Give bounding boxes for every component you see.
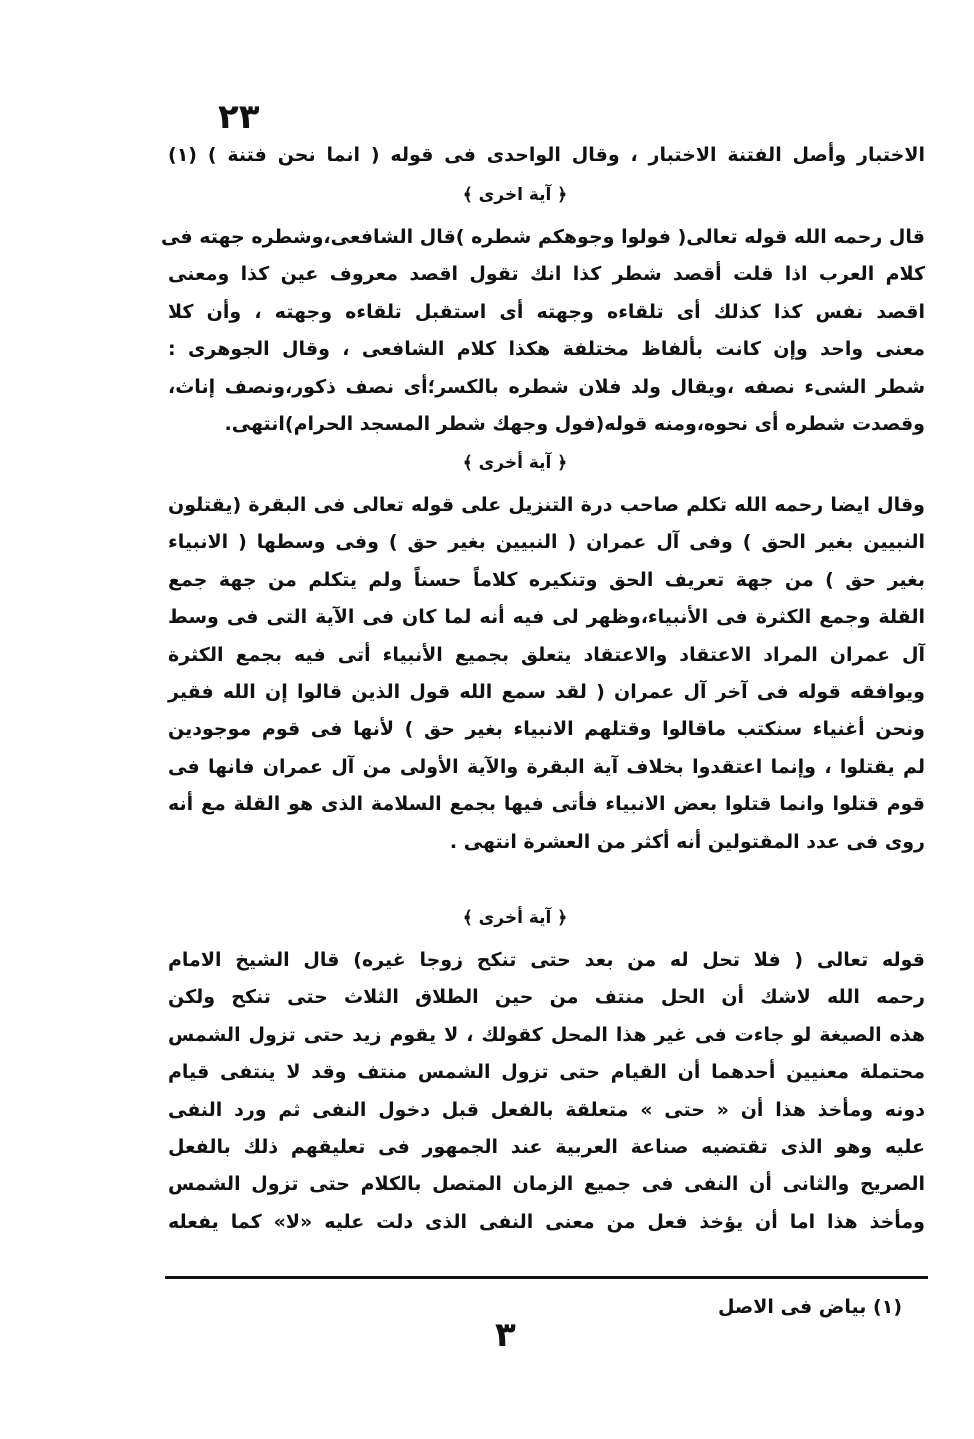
text-line: النبيين بغير الحق ) وفى آل عمران ( النبيين بغير حق ) وفى وسطها ( الانبياء <box>168 531 925 553</box>
text-line: وقال ايضا رحمه الله تكلم صاحب درة التنزيل على قوله تعالى فى البقرة (يقتلون <box>168 494 925 516</box>
text-line: محتملة معنيين أحدهما أن القيام حتى تزول الشمس منتف وقد لا ينتفى قيام <box>168 1061 925 1083</box>
text-line: كلام العرب اذا قلت أقصد شطر كذا انك تقول اقصد معروف عين كذا ومعنى <box>168 263 925 285</box>
text-line: الصريح والثانى أن النفى فى جميع الزمان المتصل بالكلام حتى تزول الشمس <box>168 1173 925 1195</box>
section-heading: ﴿ آية أخرى ﴾ <box>462 908 568 928</box>
section-heading: ﴿ آية أخرى ﴾ <box>462 453 568 473</box>
section-heading: ﴿ آية اخرى ﴾ <box>462 185 568 205</box>
page-number-bottom: ٣ <box>495 1315 516 1355</box>
text-line: هذه الصيغة لو جاءت فى غير هذا المحل كقولك ، لا يقوم زيد حتى تزول الشمس <box>168 1024 925 1046</box>
text-line: دونه ومأخذ هذا أن « حتى » متعلقة بالفعل قبل دخول النفى ثم ورد النفى <box>168 1099 925 1121</box>
text-line: لم يقتلوا ، وإنما اعتقدوا بخلاف آية البقرة والآية الأولى من آل عمران فانها فى <box>168 756 925 778</box>
text-line: ويوافقه قوله فى آخر آل عمران ( لقد سمع الله قول الذين قالوا إن الله فقير <box>168 681 925 703</box>
first-line: الاختبار وأصل الفتنة الاختبار ، وقال الواحدى فى قوله ( انما نحن فتنة ) (١) <box>168 144 925 166</box>
text-line: معنى واحد وإن كانت بألفاظ مختلفة هكذا كلام الشافعى ، وقال الجوهرى : <box>168 338 925 360</box>
text-line: آل عمران المراد الاعتقاد والاعتقاد يتعلق بجميع الأنبياء أتى فيه بجمع الكثرة <box>168 644 925 666</box>
text-line: القلة وجمع الكثرة فى الأنبياء،وظهر لى فيه أنه لما كان فى الآية التى فى وسط <box>168 606 925 628</box>
text-line: ونحن أغنياء سنكتب ماقالوا وقتلهم الانبياء بغير حق ) لأنها فى قوم موجودين <box>168 718 925 740</box>
footnote-rule <box>165 1276 928 1279</box>
text-line: قوم قتلوا وانما قتلوا بعض الانبياء فأتى فيها بجمع السلامة الذى هو القلة مع أنه <box>168 793 925 815</box>
text-line: روى فى عدد المقتولين أنه أكثر من العشرة انتهى . <box>449 831 925 853</box>
text-line: بغير حق ) من جهة تعريف الحق وتنكيره كلاماً حسناً ولم يتكلم من جهة جمع <box>168 569 925 591</box>
text-line: قال رحمه الله قوله تعالى( فولوا وجوهكم شطره )قال الشافعى،وشطره جهته فى <box>160 226 925 248</box>
text-line: وقصدت شطره أى نحوه،ومنه قوله(فول وجهك شطر المسجد الحرام)انتهى. <box>224 413 925 435</box>
footnote: (١) بياض فى الاصل <box>717 1296 902 1318</box>
text-line: رحمه الله لاشك أن الحل منتف من حين الطلاق الثلاث حتى تنكح ولكن <box>168 986 925 1008</box>
text-line: شطر الشىء نصفه ،ويقال ولد فلان شطره بالكسر؛أى نصف ذكور،ونصف إناث، <box>168 376 925 398</box>
text-line: ومأخذ هذا اما أن يؤخذ فعل من معنى النفى الذى دلت عليه «لا» كما يفعله <box>168 1211 925 1233</box>
page-number-top: ٢٣ <box>218 97 260 137</box>
text-line: اقصد نفس كذا كذلك أى تلقاءه وجهته أى استقبل تلقاءه وجهته ، وأن كلا <box>168 301 925 323</box>
text-line: عليه وهو الذى تقتضيه صناعة العربية عند الجمهور فى تعليقهم ذلك بالفعل <box>168 1136 925 1158</box>
text-line: قوله تعالى ( فلا تحل له من بعد حتى تنكح زوجا غيره) قال الشيخ الامام <box>168 949 925 971</box>
